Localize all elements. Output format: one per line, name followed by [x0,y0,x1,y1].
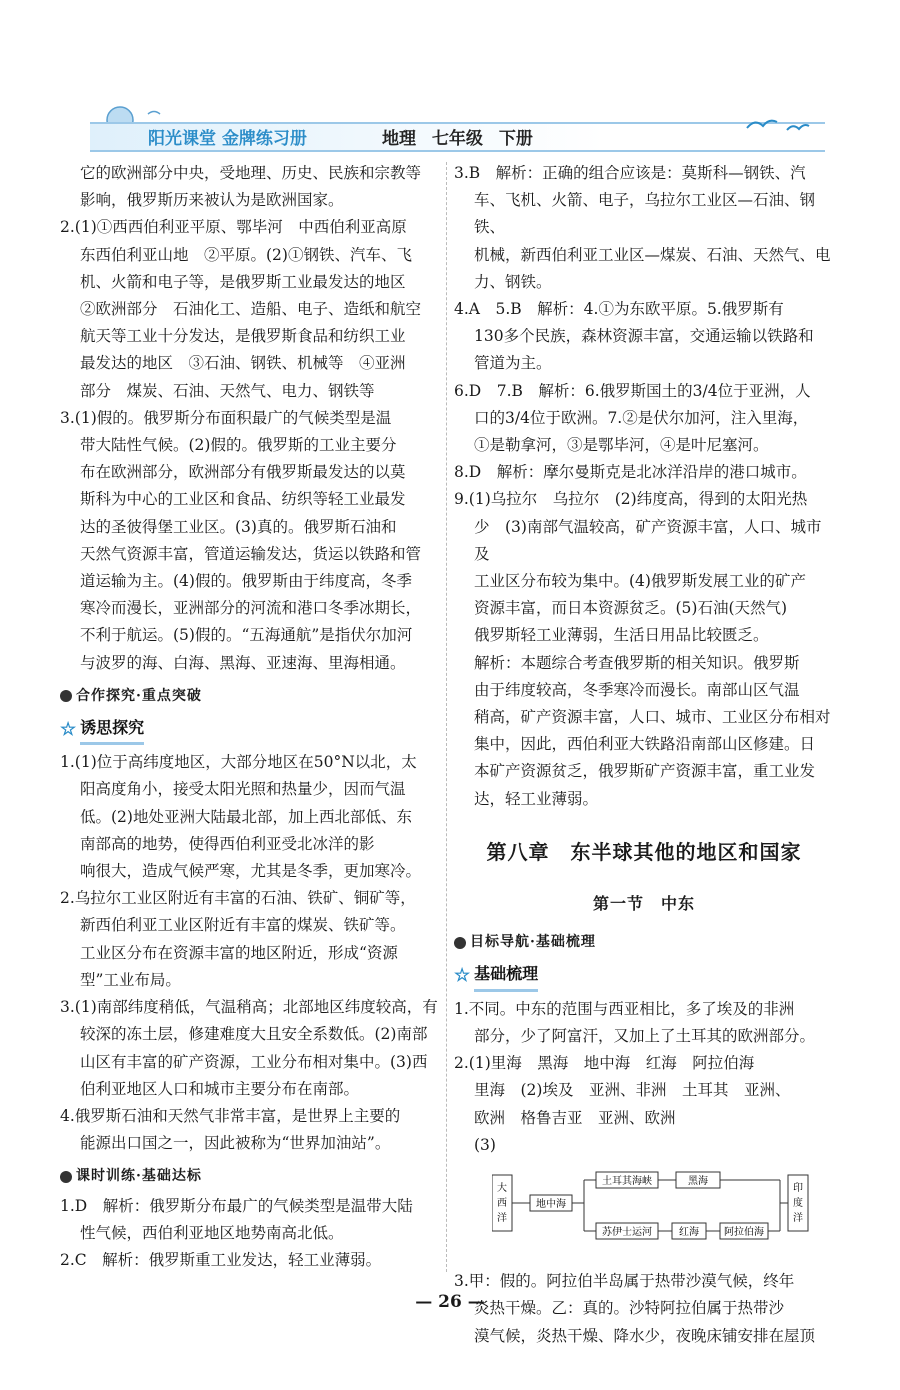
column-divider [446,162,447,1272]
q3-line: 不利于航运。(5)假的。“五海通航”是指伏尔加河 [80,626,413,645]
r9-explanation-line: 由于纬度较高，冬季寒冷而漫长。南部山区气温 [474,680,800,699]
e4-line: 能源出口国之一，因此被称为“世界加油站”。 [80,1134,391,1153]
e2-line: 新西伯利亚工业区附近有丰富的煤炭、铁矿等。 [80,916,406,935]
black-sea-label: 黑海 [688,1175,708,1187]
e2-line: 2.乌拉尔工业区附近有丰富的石油、铁矿、铜矿等， [60,889,416,908]
indian-ocean-char: 印 [793,1182,803,1194]
q3-line: 带大陆性气候。(2)假的。俄罗斯的工业主要分 [80,436,397,455]
star-icon: ☆ [60,719,77,741]
indian-ocean-char: 度 [793,1197,803,1209]
q2-line: 机、火箭和电子等，是俄罗斯工业最发达的地区 [80,272,406,291]
t1-line: 1.D 解析：俄罗斯分布最广的气候类型是温带大陆 [60,1196,413,1215]
b1-line: 1.不同。中东的范围与西亚相比，多了埃及的非洲 [454,999,795,1018]
r3-line: 车、飞机、火箭、电子，乌拉尔工业区—石油、钢铁、 [474,191,816,237]
b3-line: 漠气候，炎热干燥、降水少，夜晚床铺安排在屋顶 [474,1326,816,1345]
t1-line: 性气候，西伯利亚地区地势南高北低。 [80,1223,344,1242]
b1-line: 部分，少了阿富汗，又加上了土耳其的欧洲部分。 [474,1026,816,1045]
section-bullet-icon [454,937,466,949]
atlantic-char: 大 [497,1182,507,1194]
suez-canal-label: 苏伊士运河 [602,1226,652,1238]
r9-explanation-line: 解析：本题综合考查俄罗斯的相关知识。俄罗斯 [474,653,800,672]
r4-line: 管道为主。 [474,354,552,373]
b2-line: 欧洲 格鲁吉亚 亚洲、欧洲 [474,1108,676,1127]
e4-line: 4.俄罗斯石油和天然气非常丰富，是世界上主要的 [60,1106,401,1125]
q3-line: 道运输为主。(4)假的。俄罗斯由于纬度高，冬季 [80,572,412,591]
q3-line: 布在欧洲部分，欧洲部分有俄罗斯最发达的以莫 [80,463,406,482]
sea-route-diagram [492,1167,812,1247]
r4-line: 4.A 5.B 解析：4.①为东欧平原。5.俄罗斯有 [454,300,784,319]
intro-line-2: 影响，俄罗斯历来被认为是欧洲国家。 [80,191,344,210]
b2-line: 2.(1)里海 黑海 地中海 红海 阿拉伯海 [454,1054,755,1073]
q3-line: 与波罗的海、白海、黑海、亚速海、里海相通。 [80,653,406,672]
book-brand: 阳光课堂 金牌练习册 [148,129,307,149]
atlantic-char: 西 [497,1197,507,1209]
e2-line: 工业区分布在资源丰富的地区附近，形成“资源 [80,943,398,962]
r6-line: 口的3/4位于欧洲。7.②是伏尔加河，注入里海， [474,408,809,427]
subheading-basics [454,960,834,991]
left-column [60,160,440,1274]
e1-line: 响很大，造成气候严寒，尤其是冬季，更加寒冷。 [80,862,422,881]
q2-line: 东西伯利亚山地 ②平原。(2)①钢铁、汽车、飞 [80,245,412,264]
b2-line: 里海 (2)埃及 亚洲、非洲 土耳其 亚洲、 [474,1081,791,1100]
r9-line: 9.(1)乌拉尔 乌拉尔 (2)纬度高，得到的太阳光热 [454,490,808,509]
q2-line: 部分 煤炭、石油、天然气、电力、钢铁等 [80,381,375,400]
subheading-inquiry [60,714,440,745]
atlantic-char: 洋 [497,1212,507,1224]
page-header [60,100,825,150]
r9-explanation-line: 稍高，矿产资源丰富，人口、城市、工业区分布相对 [474,708,831,727]
e1-line: 南部高的地势，使得西伯利亚受北冰洋的影 [80,834,375,853]
r8-line: 8.D 解析：摩尔曼斯克是北冰洋沿岸的港口城市。 [454,463,807,482]
r6-line: ①是勒拿河，③是鄂毕河，④是叶尼塞河。 [474,436,769,455]
r9-explanation-line: 达，轻工业薄弱。 [474,789,599,808]
e1-line: 阳高度角小，接受太阳光照和热量少，因而气温 [80,780,406,799]
e1-line: 低。(2)地处亚洲大陆最北部，加上西北部低、东 [80,807,412,826]
e3-line: 较深的冻土层，修建难度大且安全系数低。(2)南部 [80,1025,428,1044]
b2-part3-label: (3) [474,1135,496,1154]
r3-line: 3.B 解析：正确的组合应该是：莫斯科—钢铁、汽 [454,164,806,182]
section-title: 第一节 中东 [592,894,695,914]
q3-line: 达的圣彼得堡工业区。(3)真的。俄罗斯石油和 [80,517,397,536]
t2-line: 2.C 解析：俄罗斯重工业发达，轻工业薄弱。 [60,1250,382,1269]
b3-line: 炎热干燥。乙：真的。沙特阿拉伯属于热带沙 [474,1299,785,1318]
r9-line: 少 (3)南部气温较高，矿产资源丰富，人口、城市及 [474,517,822,563]
q2-line: 2.(1)①西西伯利亚平原、鄂毕河 中西伯利亚高原 [60,218,407,237]
section-heading-training [60,1163,440,1190]
r9-explanation-line: 集中，因此，西伯利亚大铁路沿南部山区修建。日 [474,735,816,754]
r9-line: 俄罗斯轻工业薄弱，生活日用品比较匮乏。 [474,626,769,645]
r9-line: 资源丰富，而日本资源贫乏。(5)石油(天然气) [474,599,788,618]
section-heading-text: 合作探究·重点突破 [76,687,202,704]
e3-line: 伯利亚地区人口和城市主要分布在南部。 [80,1079,360,1098]
r4-line: 130多个民族，森林资源丰富，交通运输以铁路和 [474,327,814,346]
arabian-sea-label: 阿拉伯海 [724,1226,764,1238]
q2-line: 航天等工业十分发达，是俄罗斯食品和纺织工业 [80,327,406,346]
red-sea-label: 红海 [679,1226,699,1238]
r3-line: 机械，新西伯利亚工业区—煤炭、石油、天然气、电 [474,245,831,264]
page-number: — 26 — [415,1292,485,1312]
q3-line: 3.(1)假的。俄罗斯分布面积最广的气候类型是温 [60,408,392,427]
q3-line: 斯科为中心的工业区和食品、纺织等轻工业最发 [80,490,406,509]
turkish-straits-label: 土耳其海峡 [602,1175,652,1187]
section-bullet-icon [60,690,72,702]
q2-line: 最发达的地区 ③石油、钢铁、机械等 ④亚洲 [80,354,406,373]
intro-line-1: 它的欧洲部分中央，受地理、历史、民族和宗教等 [80,164,422,182]
r9-explanation-line: 本矿产资源贫乏，俄罗斯矿产资源丰富，重工业发 [474,762,816,781]
q2-line: ②欧洲部分 石油化工、造船、电子、造纸和航空 [80,300,422,319]
section-heading-text: 课时训练·基础达标 [76,1168,202,1185]
r9-line: 工业区分布较为集中。(4)俄罗斯发展工业的矿产 [474,572,806,591]
r3-line: 力、钢铁。 [474,272,552,291]
q3-line: 寒冷而漫长，亚洲部分的河流和港口冬季冰期长， [80,599,422,618]
indian-ocean-char: 洋 [793,1212,803,1224]
section-bullet-icon [60,1171,72,1183]
e2-line: 型”工业布局。 [80,970,181,989]
birds-icon [742,108,822,138]
star-icon: ☆ [454,965,471,987]
section-heading-text: 目标导航·基础梳理 [470,934,596,951]
section-heading-goals [454,929,834,956]
e3-line: 3.(1)南部纬度稍低，气温稍高；北部地区纬度较高，有 [60,998,438,1017]
subheading-text: 诱思探究 [80,714,144,745]
section-heading-cooperation [60,683,440,710]
e3-line: 山区有丰富的矿产资源，工业分布相对集中。(3)西 [80,1052,428,1071]
b3-line: 3.甲：假的。阿拉伯半岛属于热带沙漠气候，终年 [454,1272,795,1291]
mediterranean-label: 地中海 [536,1198,566,1210]
r6-line: 6.D 7.B 解析：6.俄罗斯国土的3/4位于亚洲，人 [454,381,811,400]
right-column [454,160,834,1350]
e1-line: 1.(1)位于高纬度地区，大部分地区在50°N以北，太 [60,753,417,772]
q3-line: 天然气资源丰富，管道运输发达，货运以铁路和管 [80,544,422,563]
chapter-title: 第八章 东半球其他的地区和国家 [486,839,802,864]
subheading-text: 基础梳理 [474,960,538,991]
subject-meta: 地理 七年级 下册 [382,129,533,149]
